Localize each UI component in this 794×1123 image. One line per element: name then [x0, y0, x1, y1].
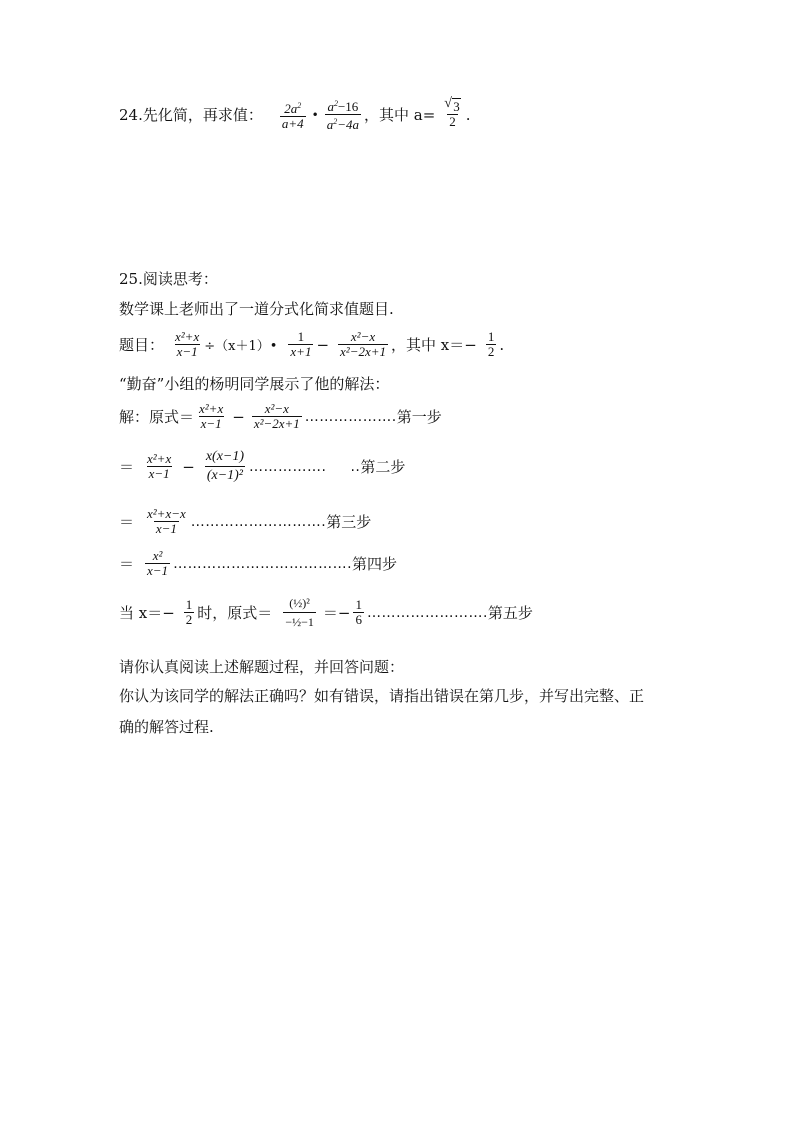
q24-prefix: 24.先化简，再求值： [119, 106, 263, 124]
solution-step-5: 当 x＝− $\frac{1}{2}$ 时，原式＝ $\frac{\text{(½)²}}{\text{−½−1}}$ ＝− $\frac{1}{6}$ ……………………. 第五步 [119, 596, 533, 629]
problem-fraction-2: $\frac{1}{x+1}$ [290, 329, 312, 359]
step1-fraction-2: $\frac{\text{x²−x}}{\text{x²−2x+1}}$ [253, 401, 300, 431]
question-text-1: 你认为该同学的解法正确吗？如有错误，请指出错误在第几步，并写出完整、正 [119, 687, 645, 705]
step-3-label: 第三步 [326, 513, 372, 531]
step-5-label: 第五步 [487, 604, 533, 622]
q24-value: √ 3 2 [444, 96, 460, 129]
step2-fraction-1: $\frac{\text{x²+x}}{x-1}$ [147, 451, 172, 481]
solution-step-4: ＝ $\frac{\text{x²}}{x-1}$ ………………………………. 第四步 [119, 548, 398, 578]
problem-fraction-1: $\frac{\text{x²+x}}{x-1}$ [175, 329, 200, 359]
instruction: 请你认真阅读上述解题过程，并回答问题： [119, 658, 405, 676]
student-intro: “勤奋”小组的杨明同学展示了他的解法： [119, 375, 390, 393]
step5-big-fraction: $\frac{\text{(½)²}}{\text{−½−1}}$ [285, 596, 314, 629]
step2-fraction-2: $\frac{x(x-1)}{\text{(x−1)²}}$ [205, 449, 245, 483]
step1-fraction-1: $\frac{\text{x²+x}}{x-1}$ [199, 401, 224, 431]
solution-step-2: ＝ $\frac{\text{x²+x}}{x-1}$ − $\frac{x(x-1)}{\text{(x−1)²}}$ ……………. .. 第二步 [119, 449, 406, 483]
step5-result: $\frac{1}{6}$ [355, 597, 362, 627]
problem-x-value: $\frac{1}{2}$ [487, 329, 495, 359]
solution-step-3: ＝ $\frac{\text{x²+x−x}}{x-1}$ ………………………. 第三步 [119, 506, 372, 536]
q24-fraction-2: $\frac{a^2-16}{a^2-4a}$ [326, 99, 359, 132]
step5-x-value: $\frac{1}{2}$ [185, 597, 193, 627]
problem-fraction-3: $\frac{\text{x²−x}}{\text{x²−2x+1}}$ [340, 329, 387, 359]
q24-fraction-1: $\frac{2a^2}{a+4}$ [281, 100, 304, 131]
step-1-label: 第一步 [396, 408, 442, 426]
step3-fraction: $\frac{\text{x²+x−x}}{x-1}$ [147, 506, 186, 536]
solution-step-1: 解：原式＝ $\frac{\text{x²+x}}{x-1}$ − $\frac{\text{x²−x}}{\text{x²−2x+1}}$ ………………. 第一步 [119, 401, 442, 431]
step4-fraction: $\frac{\text{x²}}{x-1}$ [147, 548, 169, 578]
question-25-title: 25.阅读思考： [119, 270, 218, 288]
question-text-2: 确的解答过程. [119, 718, 214, 736]
q24-condition: ，其中 a= [364, 106, 436, 124]
step-4-label: 第四步 [352, 555, 398, 573]
question-25-problem: 题目： $\frac{\text{x²+x}}{x-1}$ ÷（x＋1）• $\frac{1}{x+1}$ − $\frac{\text{x²−x}}{\text{x²−2x+1}}$ ，其中 x＝− $\frac{1}{2}$ . [119, 329, 505, 359]
question-25-intro: 数学课上老师出了一道分式化简求值题目. [119, 300, 394, 318]
problem-label: 题目： [119, 336, 165, 354]
question-24: 24.先化简，再求值： $\frac{2a^2}{a+4}$ • $\frac{a^2-16}{a^2-4a}$ ，其中 a= √ 3 2 . [119, 96, 471, 132]
step-2-label: 第二步 [360, 458, 406, 476]
q24-dot: • [311, 107, 319, 122]
